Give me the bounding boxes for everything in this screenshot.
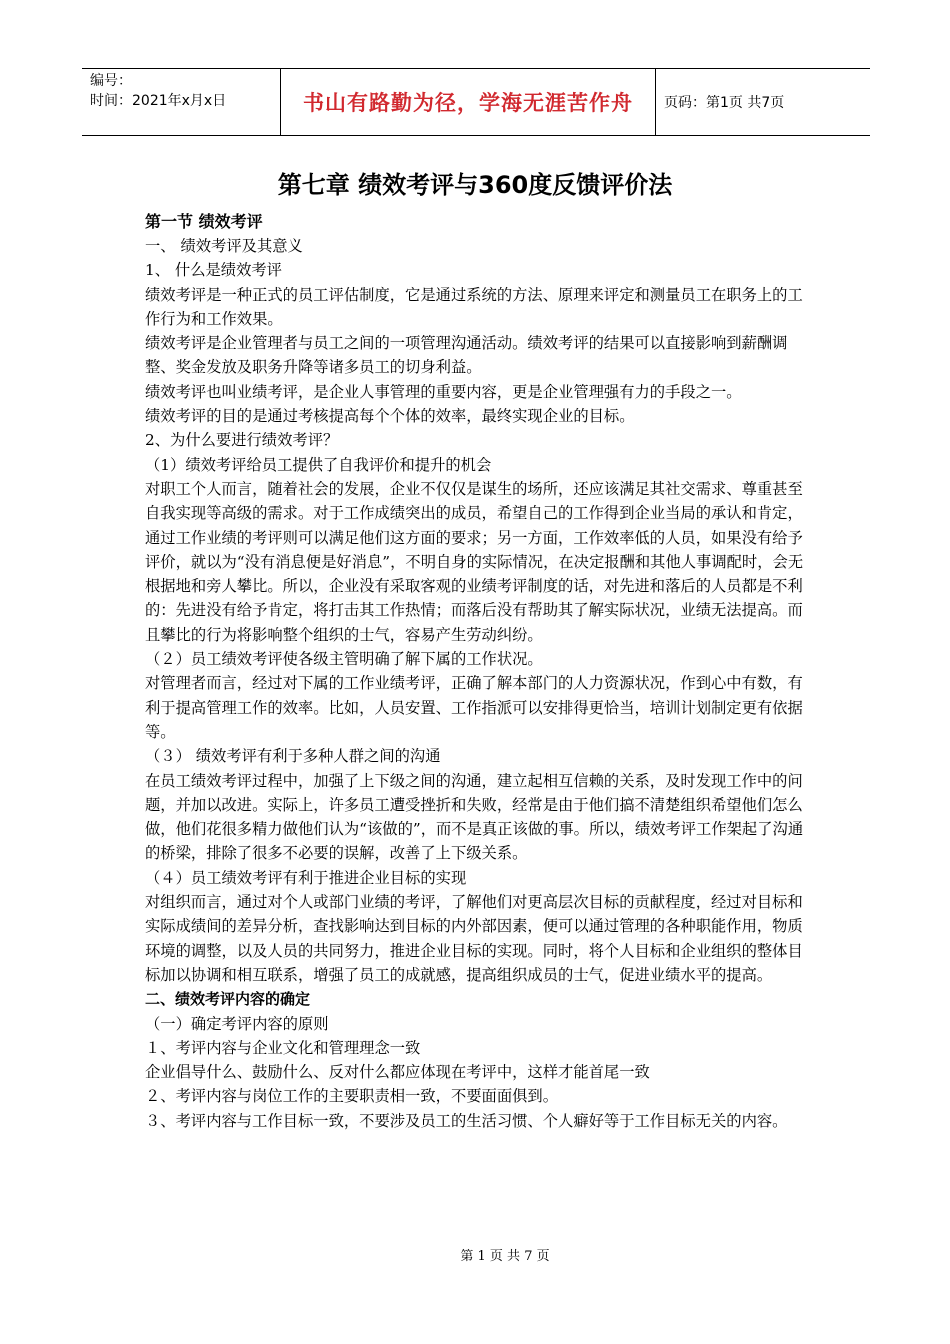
body-paragraph: 企业倡导什么、鼓励什么、反对什么都应体现在考评中，这样才能首尾一致 bbox=[145, 1063, 650, 1082]
body-paragraph: 绩效考评的目的是通过考核提高每个个体的效率，最终实现企业的目标。 bbox=[145, 407, 635, 426]
point-heading: （３） 绩效考评有利于多种人群之间的沟通 bbox=[145, 747, 441, 766]
section-heading: 二、绩效考评内容的确定 bbox=[145, 990, 311, 1009]
serial-number-label: 编号： bbox=[90, 73, 132, 89]
point-heading: （２）员工绩效考评使各级主管明确了解下属的工作状况。 bbox=[145, 650, 543, 669]
subsection-heading: 一、 绩效考评及其意义 bbox=[145, 237, 303, 255]
point-heading: （1）绩效考评给员工提供了自我评价和提升的机会 bbox=[145, 455, 492, 474]
question-heading: 2、为什么要进行绩效考评？ bbox=[145, 431, 339, 450]
date-label: 时间：2021年x月x日 bbox=[90, 93, 227, 109]
page-number-cell bbox=[656, 69, 870, 135]
body-paragraph: 绩效考评是一种正式的员工评估制度，它是通过系统的方法、原理来评定和测量员工在职务上的工作行为和工作效果。 bbox=[145, 285, 803, 328]
section-heading: 第一节 绩效考评 bbox=[145, 212, 263, 231]
list-item: ２、考评内容与岗位工作的主要职责相一致，不要面面俱到。 bbox=[145, 1087, 559, 1106]
page-footer: 第 1 页 共 7 页 bbox=[460, 1249, 550, 1264]
header-info-cell bbox=[82, 69, 280, 135]
page-number-label: 页码：第1页 共7页 bbox=[664, 95, 785, 111]
document-body bbox=[145, 210, 810, 1133]
body-paragraph: 对组织而言，通过对个人或部门业绩的考评，了解他们对更高层次目标的贡献程度，经过对目标和实际成绩间的差异分析，查找影响达到目标的内外部因素，便可以通过管理的各种职能作用，物质环境的调整，以及人员的共同努力，推进企业目标的实现。同时，将个人目标和企业组织的整体目标加以协调和相互联系，增强了员工的成就感，提高组织成员的士气，促进业绩水平的提高。 bbox=[145, 893, 803, 984]
body-paragraph: 对管理者而言，经过对下属的工作业绩考评，正确了解本部门的人力资源状况，作到心中有数，有利于提高管理工作的效率。比如，人员安置、工作指派可以安排得更恰当，培训计划制定更有依据等。 bbox=[145, 674, 803, 741]
body-paragraph: 在员工绩效考评过程中，加强了上下级之间的沟通，建立起相互信赖的关系，及时发现工作中的问题，并加以改进。实际上，许多员工遭受挫折和失败，经常是由于他们搞不清楚组织希望他们怎么做，他们花很多精力做他们认为“该做的”，而不是真正该做的事。所以，绩效考评工作架起了沟通的桥梁，排除了很多不必要的误解，改善了上下级关系。 bbox=[145, 771, 804, 863]
body-paragraph: 绩效考评是企业管理者与员工之间的一项管理沟通活动。绩效考评的结果可以直接影响到薪酬调整、奖金发放及职务升降等诸多员工的切身利益。 bbox=[145, 334, 788, 377]
list-item: ３、考评内容与工作目标一致，不要涉及员工的生活习惯、个人癖好等于工作目标无关的内容。 bbox=[145, 1111, 788, 1130]
motto-cell bbox=[280, 69, 656, 135]
point-heading: （一）确定考评内容的原则 bbox=[145, 1014, 329, 1033]
header-table bbox=[82, 68, 870, 136]
motto-text: 书山有路勤为径，学海无涯苦作舟 bbox=[303, 91, 633, 115]
list-item: １、考评内容与企业文化和管理理念一致 bbox=[145, 1038, 421, 1057]
body-paragraph: 绩效考评也叫业绩考评，是企业人事管理的重要内容，更是企业管理强有力的手段之一。 bbox=[145, 382, 742, 401]
body-paragraph: 对职工个人而言，随着社会的发展，企业不仅仅是谋生的场所，还应该满足其社交需求、尊重甚至自我实现等高级的需求。对于工作成绩突出的成员，希望自己的工作得到企业当局的承认和肯定，通过工作业绩的考评则可以满足他们这方面的要求；另一方面，工作效率低的人员，如果没有给予评价，就以为“没有消息便是好消息”，不明自身的实际情况，在决定报酬和其他人事调配时，会无根据地和旁人攀比。所以，企业没有采取客观的业绩考评制度的话，对先进和落后的人员都是不利的：先进没有给予肯定，将打击其工作热情；而落后没有帮助其了解实际状况，业绩无法提高。而且攀比的行为将影响整个组织的士气，容易产生劳动纠纷。 bbox=[145, 479, 804, 644]
chapter-title: 第七章 绩效考评与360度反馈评价法 bbox=[277, 171, 673, 199]
question-heading: 1、 什么是绩效考评 bbox=[145, 261, 282, 280]
point-heading: （４）员工绩效考评有利于推进企业目标的实现 bbox=[145, 868, 467, 887]
